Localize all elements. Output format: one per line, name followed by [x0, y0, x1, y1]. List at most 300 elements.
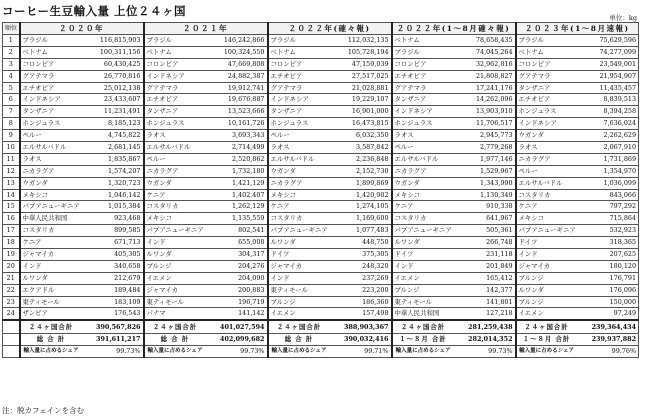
country-cell: ベトナム	[20, 46, 82, 58]
volume-cell: 75,629,596	[577, 35, 639, 47]
country-cell: ジャマイカ	[144, 284, 206, 296]
sum24-label: ２４ヶ国合計	[20, 320, 82, 333]
country-cell: エルサルバドル	[516, 177, 577, 189]
year-header-2020: ２０２０年	[20, 23, 144, 35]
country-cell: ケニア	[392, 201, 454, 213]
volume-cell: 116,815,903	[82, 35, 144, 47]
country-cell: ケニア	[144, 189, 206, 201]
country-cell: エチオピア	[268, 70, 330, 82]
page-title: コーヒー生豆輸入量 上位２４ヶ国	[2, 4, 187, 18]
volume-cell: 100,311,156	[82, 46, 144, 58]
country-cell: ザンビア	[20, 308, 82, 320]
rank-cell: 8	[3, 118, 20, 130]
table-row	[3, 46, 639, 58]
ranking-rows	[3, 35, 639, 321]
volume-cell: 21,954,907	[577, 70, 639, 82]
table-row	[3, 118, 639, 130]
country-cell: タンザニア	[392, 94, 454, 106]
table-row	[3, 237, 639, 249]
volume-cell: 165,412	[454, 272, 516, 284]
rank-cell: 4	[3, 70, 20, 82]
country-cell: ラオス	[516, 142, 577, 154]
volume-cell: 142,377	[454, 284, 516, 296]
country-cell: コスタリカ	[392, 213, 454, 225]
table-row	[3, 296, 639, 308]
country-cell: グアテマラ	[144, 82, 206, 94]
volume-cell: 1,977,146	[454, 153, 516, 165]
country-cell: 中華人民共和国	[20, 213, 82, 225]
volume-cell: 448,750	[330, 237, 392, 249]
sum24-value: 281,259,438	[454, 320, 516, 333]
volume-cell: 207,625	[577, 249, 639, 261]
country-cell: コスタリカ	[268, 213, 330, 225]
country-cell: ペルー	[20, 130, 82, 142]
sum24-label: ２４ヶ国合計	[144, 320, 206, 333]
country-cell: コロンビア	[20, 58, 82, 70]
volume-cell: 100,324,550	[206, 46, 268, 58]
table-row	[3, 142, 639, 154]
volume-cell: 212,679	[82, 272, 144, 284]
country-cell: インド	[392, 260, 454, 272]
volume-cell: 3,693,343	[206, 130, 268, 142]
rank-cell: 3	[3, 58, 20, 70]
country-cell: ベトナム	[268, 46, 330, 58]
country-cell: イエメン	[268, 308, 330, 320]
country-cell: タンザニア	[20, 106, 82, 118]
volume-cell: 923,468	[82, 213, 144, 225]
grand-total-value: 239,937,882	[577, 333, 639, 346]
country-cell: ペルー	[392, 142, 454, 154]
volume-cell: 8,839,513	[577, 94, 639, 106]
volume-cell: 248,320	[330, 260, 392, 272]
rank-cell: 6	[3, 94, 20, 106]
grand-total-label: １～８月 合計	[392, 333, 454, 346]
year-header-2022: ２０２２年(確々報)	[268, 23, 392, 35]
country-cell: ルワンダ	[20, 272, 82, 284]
share-label: 輸入量に占めるシェア	[20, 346, 82, 358]
volume-cell: 146,242,866	[206, 35, 268, 47]
country-cell: メキシコ	[392, 189, 454, 201]
country-cell: パプアニューギニア	[144, 225, 206, 237]
country-cell: ホンジュラス	[144, 118, 206, 130]
grand-total-label: １～８月 合計	[516, 333, 577, 346]
table-row	[3, 213, 639, 225]
volume-cell: 112,032,135	[330, 35, 392, 47]
country-cell: イエメン	[516, 308, 577, 320]
volume-cell: 78,658,435	[454, 35, 516, 47]
rank-cell: 23	[3, 296, 20, 308]
country-cell: 中華人民共和国	[392, 308, 454, 320]
country-cell: ドイツ	[392, 249, 454, 261]
table-row	[3, 70, 639, 82]
sum24-value: 390,567,826	[82, 320, 144, 333]
country-cell: エルサルバドル	[392, 153, 454, 165]
country-cell: エクアドル	[20, 284, 82, 296]
volume-cell: 16,473,815	[330, 118, 392, 130]
table-row	[3, 35, 639, 47]
rank-cell: 1	[3, 35, 20, 47]
country-cell: コロンビア	[392, 58, 454, 70]
country-cell: ブルンジ	[144, 260, 206, 272]
country-cell: ブルンジ	[392, 284, 454, 296]
volume-cell: 74,277,099	[577, 46, 639, 58]
sum24-label: ２４ヶ国合計	[516, 320, 577, 333]
volume-cell: 1,262,129	[206, 201, 268, 213]
country-cell: コスタリカ	[20, 225, 82, 237]
country-cell: メキシコ	[20, 189, 82, 201]
rank-cell: 19	[3, 249, 20, 261]
volume-cell: 32,962,816	[454, 58, 516, 70]
volume-cell: 1,130,349	[454, 189, 516, 201]
country-cell: ブラジル	[144, 35, 206, 47]
volume-cell: 2,067,910	[577, 142, 639, 154]
volume-cell: 1,421,129	[206, 177, 268, 189]
rank-header: 順位	[3, 23, 20, 35]
country-cell: パプアニューギニア	[516, 225, 577, 237]
volume-cell: 237,269	[330, 272, 392, 284]
share-value: 99.76%	[577, 346, 639, 358]
volume-cell: 23,549,001	[577, 58, 639, 70]
country-cell: インドネシア	[20, 94, 82, 106]
country-cell: インド	[20, 260, 82, 272]
volume-cell: 13,903,910	[454, 106, 516, 118]
share-label: 輸入量に占めるシェア	[392, 346, 454, 358]
country-cell: ケニア	[516, 201, 577, 213]
rank-cell: 5	[3, 82, 20, 94]
volume-cell: 797,292	[577, 201, 639, 213]
country-cell: インド	[144, 237, 206, 249]
volume-cell: 13,523,666	[206, 106, 268, 118]
country-cell: メキシコ	[144, 213, 206, 225]
volume-cell: 204,276	[206, 260, 268, 272]
volume-cell: 1,354,970	[577, 165, 639, 177]
volume-cell: 24,882,387	[206, 70, 268, 82]
volume-cell: 105,728,194	[330, 46, 392, 58]
share-value: 99.73%	[82, 346, 144, 358]
rank-cell: 17	[3, 225, 20, 237]
country-cell: ベトナム	[392, 35, 454, 47]
country-cell: イエメン	[392, 272, 454, 284]
volume-cell: 671,713	[82, 237, 144, 249]
volume-cell: 176,543	[82, 308, 144, 320]
share-value: 99.71%	[330, 346, 392, 358]
country-cell: エチオピア	[392, 70, 454, 82]
volume-cell: 1,343,990	[454, 177, 516, 189]
volume-cell: 1,420,902	[330, 189, 392, 201]
volume-cell: 189,484	[82, 284, 144, 296]
country-cell: ルワンダ	[144, 249, 206, 261]
volume-cell: 97,249	[577, 308, 639, 320]
volume-cell: 1,169,600	[330, 213, 392, 225]
volume-cell: 23,433,607	[82, 94, 144, 106]
country-cell: インド	[516, 249, 577, 261]
grand-total-label: 総 合 計	[144, 333, 206, 346]
country-cell: コロンビア	[268, 58, 330, 70]
country-cell: ブラジル	[516, 35, 577, 47]
volume-cell: 196,719	[206, 296, 268, 308]
country-cell: グアテマラ	[516, 70, 577, 82]
volume-cell: 4,745,822	[82, 130, 144, 142]
country-cell: 東ティモール	[392, 296, 454, 308]
country-cell: タンザニア	[268, 106, 330, 118]
country-cell: グアテマラ	[392, 82, 454, 94]
country-cell: ブルンジ	[268, 296, 330, 308]
table-row	[3, 260, 639, 272]
volume-cell: 21,808,827	[454, 70, 516, 82]
sum24-value: 388,903,367	[330, 320, 392, 333]
country-cell: ニカラグア	[20, 165, 82, 177]
volume-cell: 318,365	[577, 237, 639, 249]
year-header-2023-jan-aug: ２０２３年(1～8月速報)	[516, 23, 639, 35]
volume-cell: 1,274,105	[330, 201, 392, 213]
volume-cell: 17,241,176	[454, 82, 516, 94]
volume-cell: 27,517,025	[330, 70, 392, 82]
country-cell: ホンジュラス	[268, 118, 330, 130]
country-cell: インドネシア	[144, 70, 206, 82]
volume-cell: 200,883	[206, 284, 268, 296]
volume-cell: 60,430,425	[82, 58, 144, 70]
country-cell: ニカラグア	[516, 153, 577, 165]
volume-cell: 3,587,842	[330, 142, 392, 154]
volume-cell: 505,361	[454, 225, 516, 237]
volume-cell: 176,096	[577, 284, 639, 296]
year-header-2022-jan-aug: ２０２２年(1～8月確々報)	[392, 23, 516, 35]
footnote: 注：脱カフェインを含む	[2, 406, 85, 415]
country-cell: ジャマイカ	[268, 260, 330, 272]
sum24-value: 239,364,434	[577, 320, 639, 333]
sum24-value: 401,027,594	[206, 320, 268, 333]
share-label: 輸入量に占めるシェア	[144, 346, 206, 358]
volume-cell: 231,118	[454, 249, 516, 261]
volume-cell: 11,435,457	[577, 82, 639, 94]
volume-cell: 150,000	[577, 296, 639, 308]
country-cell: パプアニューギニア	[268, 225, 330, 237]
volume-cell: 641,967	[454, 213, 516, 225]
country-cell: タンザニア	[516, 82, 577, 94]
volume-cell: 715,864	[577, 213, 639, 225]
header-row	[3, 23, 639, 35]
volume-cell: 223,200	[330, 284, 392, 296]
country-cell: コロンビア	[516, 58, 577, 70]
volume-cell: 340,658	[82, 260, 144, 272]
country-cell: グアテマラ	[20, 70, 82, 82]
rank-cell: 13	[3, 177, 20, 189]
grand-total-label: 総 合 計	[268, 333, 330, 346]
volume-cell: 843,066	[577, 189, 639, 201]
volume-cell: 8,185,123	[82, 118, 144, 130]
volume-cell: 74,045,264	[454, 46, 516, 58]
volume-cell: 1,077,483	[330, 225, 392, 237]
totals-section	[3, 320, 639, 358]
country-cell: 東ティモール	[268, 284, 330, 296]
volume-cell: 899,585	[82, 225, 144, 237]
volume-cell: 11,231,491	[82, 106, 144, 118]
country-cell: ケニア	[268, 201, 330, 213]
volume-cell: 157,498	[330, 308, 392, 320]
country-cell: コスタリカ	[516, 189, 577, 201]
volume-cell: 10,161,726	[206, 118, 268, 130]
share-rank-cell	[3, 346, 20, 358]
rank-cell: 16	[3, 213, 20, 225]
share-value: 99.73%	[206, 346, 268, 358]
country-cell: ブラジル	[268, 35, 330, 47]
table-row	[3, 308, 639, 320]
volume-cell: 1,036,099	[577, 177, 639, 189]
grand-rank-cell	[3, 333, 20, 346]
volume-cell: 7,636,024	[577, 118, 639, 130]
country-cell: インドネシア	[392, 106, 454, 118]
volume-cell: 2,945,773	[454, 130, 516, 142]
country-cell: パプアニューギニア	[20, 201, 82, 213]
country-cell: ウガンダ	[392, 177, 454, 189]
country-cell: ラオス	[268, 142, 330, 154]
rank-cell: 20	[3, 260, 20, 272]
rank-cell: 21	[3, 272, 20, 284]
rank-cell: 9	[3, 130, 20, 142]
country-cell: ブルンジ	[516, 296, 577, 308]
volume-cell: 1,046,142	[82, 189, 144, 201]
volume-cell: 47,159,039	[330, 58, 392, 70]
volume-cell: 2,236,848	[330, 153, 392, 165]
country-cell: ウガンダ	[20, 177, 82, 189]
country-cell: ブルンジ	[516, 272, 577, 284]
volume-cell: 141,142	[206, 308, 268, 320]
volume-cell: 11,706,517	[454, 118, 516, 130]
country-cell: エチオピア	[20, 82, 82, 94]
volume-cell: 304,317	[206, 249, 268, 261]
country-cell: エチオピア	[144, 94, 206, 106]
volume-cell: 802,541	[206, 225, 268, 237]
volume-cell: 1,320,723	[82, 177, 144, 189]
volume-cell: 2,681,145	[82, 142, 144, 154]
table-row	[3, 165, 639, 177]
volume-cell: 127,218	[454, 308, 516, 320]
volume-cell: 1,574,207	[82, 165, 144, 177]
volume-cell: 532,923	[577, 225, 639, 237]
rank-cell: 12	[3, 165, 20, 177]
country-cell: パプアニューギニア	[392, 225, 454, 237]
volume-cell: 25,012,138	[82, 82, 144, 94]
country-cell: エルサルバドル	[268, 153, 330, 165]
country-cell: ウガンダ	[268, 165, 330, 177]
rank-cell: 18	[3, 237, 20, 249]
rank-cell: 24	[3, 308, 20, 320]
table-row	[3, 284, 639, 296]
country-cell: ペルー	[144, 153, 206, 165]
country-cell: ジャマイカ	[20, 249, 82, 261]
volume-cell: 2,152,730	[330, 165, 392, 177]
country-cell: エルサルバドル	[144, 142, 206, 154]
volume-cell: 910,338	[454, 201, 516, 213]
country-cell: グアテマラ	[268, 82, 330, 94]
country-cell: エチオピア	[516, 94, 577, 106]
country-cell: ペルー	[516, 165, 577, 177]
country-cell: コロンビア	[144, 58, 206, 70]
volume-cell: 1,732,180	[206, 165, 268, 177]
country-cell: イエメン	[144, 272, 206, 284]
volume-cell: 180,120	[577, 260, 639, 272]
country-cell: ホンジュラス	[392, 118, 454, 130]
sum24-label: ２４ヶ国合計	[268, 320, 330, 333]
rank-cell: 14	[3, 189, 20, 201]
country-cell: ペルー	[268, 130, 330, 142]
country-cell: ドイツ	[268, 249, 330, 261]
volume-cell: 21,028,881	[330, 82, 392, 94]
grand-total-value: 402,099,682	[206, 333, 268, 346]
volume-cell: 1,899,869	[330, 177, 392, 189]
country-cell: インドネシア	[268, 94, 330, 106]
country-cell: ケニア	[20, 237, 82, 249]
country-cell: メキシコ	[516, 213, 577, 225]
table-row	[3, 272, 639, 284]
grand-total-value: 391,611,217	[82, 333, 144, 346]
volume-cell: 1,731,869	[577, 153, 639, 165]
table-row	[3, 189, 639, 201]
volume-cell: 1,529,967	[454, 165, 516, 177]
country-cell: ホンジュラス	[20, 118, 82, 130]
volume-cell: 19,912,741	[206, 82, 268, 94]
volume-cell: 2,520,862	[206, 153, 268, 165]
country-cell: コスタリカ	[144, 201, 206, 213]
volume-cell: 186,360	[330, 296, 392, 308]
volume-cell: 8,394,258	[577, 106, 639, 118]
rank-cell: 10	[3, 142, 20, 154]
volume-cell: 266,748	[454, 237, 516, 249]
volume-cell: 375,305	[330, 249, 392, 261]
year-header-2021: ２０２１年	[144, 23, 268, 35]
grand-total-value: 282,014,352	[454, 333, 516, 346]
country-cell: パナマ	[144, 308, 206, 320]
grand-total-row	[3, 333, 639, 346]
table-row	[3, 153, 639, 165]
volume-cell: 19,229,107	[330, 94, 392, 106]
volume-cell: 141,801	[454, 296, 516, 308]
country-cell: 東ティモール	[20, 296, 82, 308]
sum24-rank-cell	[3, 320, 20, 333]
country-cell: ジャマイカ	[516, 260, 577, 272]
country-cell: ウガンダ	[144, 177, 206, 189]
country-cell: ルワンダ	[516, 284, 577, 296]
rank-cell: 22	[3, 284, 20, 296]
country-cell: インドネシア	[516, 118, 577, 130]
country-cell: ベトナム	[144, 46, 206, 58]
country-cell: エルサルバドル	[20, 142, 82, 154]
rank-cell: 15	[3, 201, 20, 213]
table-row	[3, 177, 639, 189]
unit-label: 単位：kg	[609, 14, 637, 22]
country-cell: ブラジル	[392, 46, 454, 58]
table-row	[3, 130, 639, 142]
country-cell: ニカラグア	[268, 177, 330, 189]
volume-cell: 405,305	[82, 249, 144, 261]
volume-cell: 201,849	[454, 260, 516, 272]
country-cell: ドイツ	[516, 237, 577, 249]
volume-cell: 655,008	[206, 237, 268, 249]
country-cell: ニカラグア	[144, 165, 206, 177]
country-cell: ブラジル	[20, 35, 82, 47]
share-row	[3, 346, 639, 358]
country-cell: インド	[268, 272, 330, 284]
table-row	[3, 249, 639, 261]
country-cell: ラオス	[20, 153, 82, 165]
volume-cell: 6,032,350	[330, 130, 392, 142]
table-row	[3, 106, 639, 118]
grand-total-value: 390,032,416	[330, 333, 392, 346]
volume-cell: 1,835,867	[82, 153, 144, 165]
sum24-row	[3, 320, 639, 333]
country-cell: ラオス	[144, 130, 206, 142]
volume-cell: 16,901,000	[330, 106, 392, 118]
